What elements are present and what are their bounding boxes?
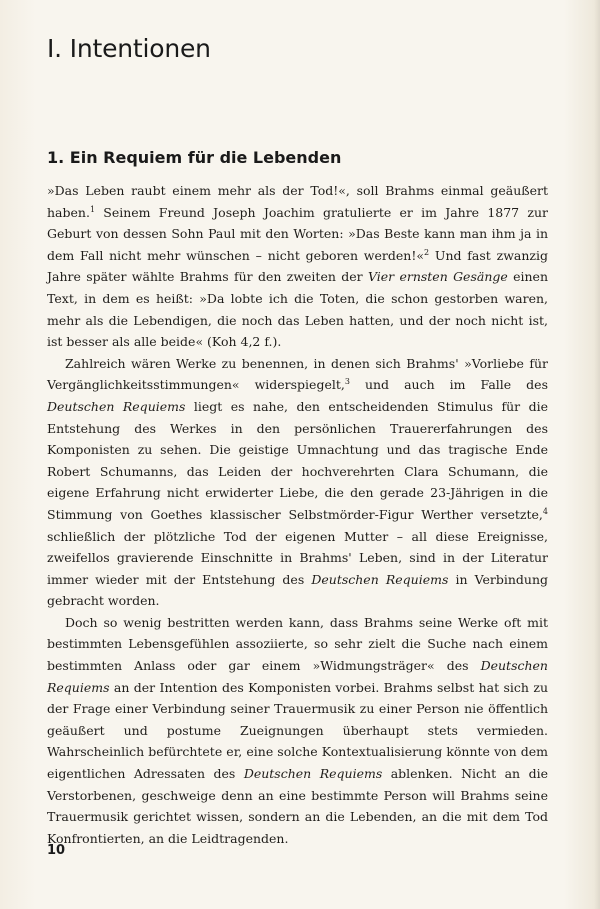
text-run: an der Intention des Komponisten vorbei. Brahms selbst hat sich zu der Frage einer Verbindung seiner Trauermusik zu einer Person nie öffentlich geäußert und postume Zueignungen überhaupt stets vermieden. Wahrscheinlich befürchtete er, eine solche Kontextualisierung könnte von dem eigentlichen Adressaten des xyxy=(47,679,548,782)
body-text xyxy=(47,180,548,849)
text-run: Und fast zwanzig Jahre später wählte Brahms für den zweiten der xyxy=(47,247,549,285)
footnote-ref: 2 xyxy=(424,247,430,257)
text-run: »Das Leben raubt einem mehr als der Tod!«, soll Brahms einmal geäußert haben. xyxy=(47,183,548,220)
text-run: ablenken. Nicht an die Verstorbenen, geschweige denn an eine bestimmte Person will Brahms seine Trauermusik gerichtet wissen, sondern an die Lebenden, an die mit dem Tod Konfrontierten, an die Leidtragenden. xyxy=(47,766,548,846)
page-number: 10 xyxy=(47,843,66,858)
page-edge-shadow xyxy=(594,0,600,909)
text-run: Doch so wenig bestritten werden kann, dass Brahms seine Werke oft mit bestimmten Lebensgefühlen assoziierte, so sehr zielt die Suche nach einem bestimmten Anlass oder gar einem »Widmungsträger« des xyxy=(47,614,548,674)
chapter-title: I. Intentionen xyxy=(47,34,211,63)
italic-title: Vier ernsten Gesänge xyxy=(367,269,508,285)
paragraph-1 xyxy=(47,180,548,353)
text-run: liegt es nahe, den entscheidenden Stimulus für die Entstehung des Werkes in den persönlichen Trauererfahrungen des Komponisten zu sehen. Die geistige Umnachtung und das tragische Ende Robert Schumanns, das Leiden der hochverehrten Clara Schumann, die eigene Erfahrung nicht erwiderter Liebe, die den gerade 23-Jährigen in die Stimmung von Goethes klassischer Selbstmörder-Figur Werther versetzte, xyxy=(47,398,549,522)
text-run: und auch im Falle des xyxy=(349,377,548,393)
footnote-ref: 3 xyxy=(344,377,350,387)
paragraph-2 xyxy=(47,353,548,612)
italic-title: Deutschen Requiems xyxy=(47,398,186,414)
text-run: Zahlreich wären Werke zu benennen, in denen sich Brahms' »Vorliebe für Vergänglichkeitsstimmungen« widerspiegelt, xyxy=(47,355,548,393)
text-run: Seinem Freund Joseph Joachim gratulierte er im Jahre 1877 zur Geburt von dessen Sohn Paul mit den Worten: »Das Beste kann man ihm ja in dem Fall nicht mehr wünschen – nicht geboren werden!« xyxy=(47,204,548,263)
text-run: einen Text, in dem es heißt: »Da lobte ich die Toten, die schon gestorben waren, mehr als die Lebendigen, die noch das Leben hatten, und der noch nicht ist, ist besser als alle beide« (Koh 4,2 f.). xyxy=(47,269,548,350)
section-heading: 1. Ein Requiem für die Lebenden xyxy=(47,148,342,167)
italic-title: Deutschen Requiems xyxy=(311,571,449,587)
italic-title: Deutschen Requiems xyxy=(243,766,383,782)
paragraph-3 xyxy=(47,612,548,850)
text-run: in Verbindung gebracht worden. xyxy=(47,571,549,609)
italic-title: Deutschen Requiems xyxy=(47,658,548,695)
footnote-ref: 4 xyxy=(542,506,548,516)
text-run: schließlich der plötzliche Tod der eigenen Mutter – all diese Ereignisse, zweifellos gravierende Einschnitte in Brahms' Leben, sind in der Literatur immer wieder mit der Entstehung des xyxy=(47,528,548,587)
footnote-ref: 1 xyxy=(89,204,96,214)
